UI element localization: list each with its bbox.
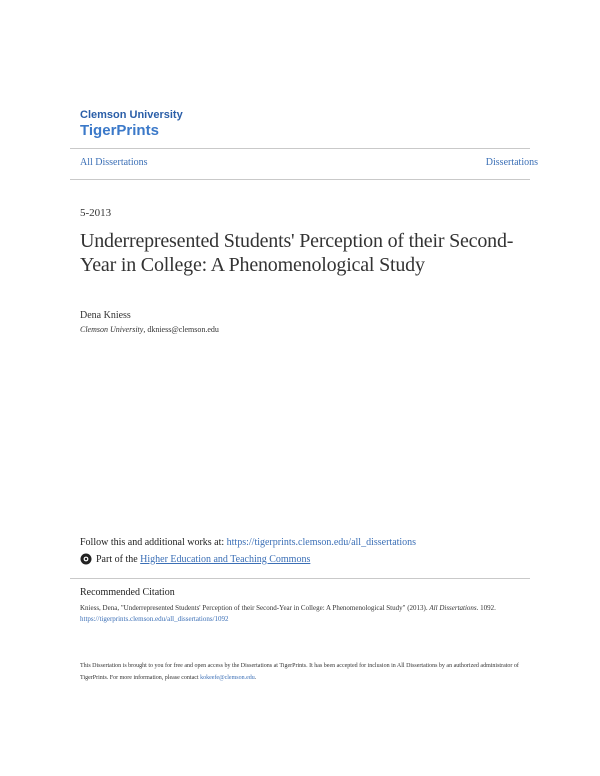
publication-date: 5-2013 <box>80 207 112 219</box>
author-name: Dena Kniess <box>80 310 131 321</box>
commons-icon <box>80 553 92 565</box>
footer-notice <box>80 660 530 684</box>
university-name: Clemson University <box>80 109 183 121</box>
document-title: Underrepresented Students' Perception of their Second-Year in College: A Phenomenological Study <box>80 230 514 276</box>
follow-line <box>80 537 416 548</box>
all-dissertations-link[interactable]: All Dissertations <box>80 157 148 168</box>
divider-citation <box>70 578 530 579</box>
follow-url-link[interactable]: https://tigerprints.clemson.edu/all_dissertations <box>226 537 417 548</box>
commons-link[interactable]: Higher Education and Teaching Commons <box>140 553 311 565</box>
divider-top <box>70 148 530 149</box>
citation-block <box>80 603 520 625</box>
follow-prefix: Follow this and additional works at: <box>80 537 227 548</box>
footer-end: . <box>254 675 257 681</box>
affiliation-institution: Clemson University <box>80 325 144 334</box>
author-affiliation <box>80 325 219 334</box>
part-of-prefix: Part of the <box>96 553 138 565</box>
part-of-line <box>80 553 310 565</box>
affiliation-email: , dkniess@clemson.edu <box>143 325 219 334</box>
divider-bottom <box>70 179 530 180</box>
dissertations-link[interactable]: Dissertations <box>485 157 538 168</box>
contact-email-link[interactable]: kokeefe@clemson.edu <box>200 675 255 681</box>
footer-text: This Dissertation is brought to you for free and open access by the Dissertations at TigerPrints. It has been accepted for inclusion in All Dissertations by an authorized administrator of TigerPrints. For more information, please contact <box>80 663 519 681</box>
citation-heading: Recommended Citation <box>80 587 175 598</box>
citation-number: . 1092. <box>476 604 496 612</box>
repository-brand <box>80 109 183 140</box>
collection-nav <box>80 157 538 168</box>
citation-text: Kniess, Dena, "Underrepresented Students' Perception of their Second-Year in College: A Phenomenological Study" (2013). <box>80 604 430 612</box>
repository-name[interactable]: TigerPrints <box>80 122 159 139</box>
citation-series: All Dissertations <box>429 604 477 612</box>
citation-url-link[interactable]: https://tigerprints.clemson.edu/all_dissertations/1092 <box>80 615 229 623</box>
